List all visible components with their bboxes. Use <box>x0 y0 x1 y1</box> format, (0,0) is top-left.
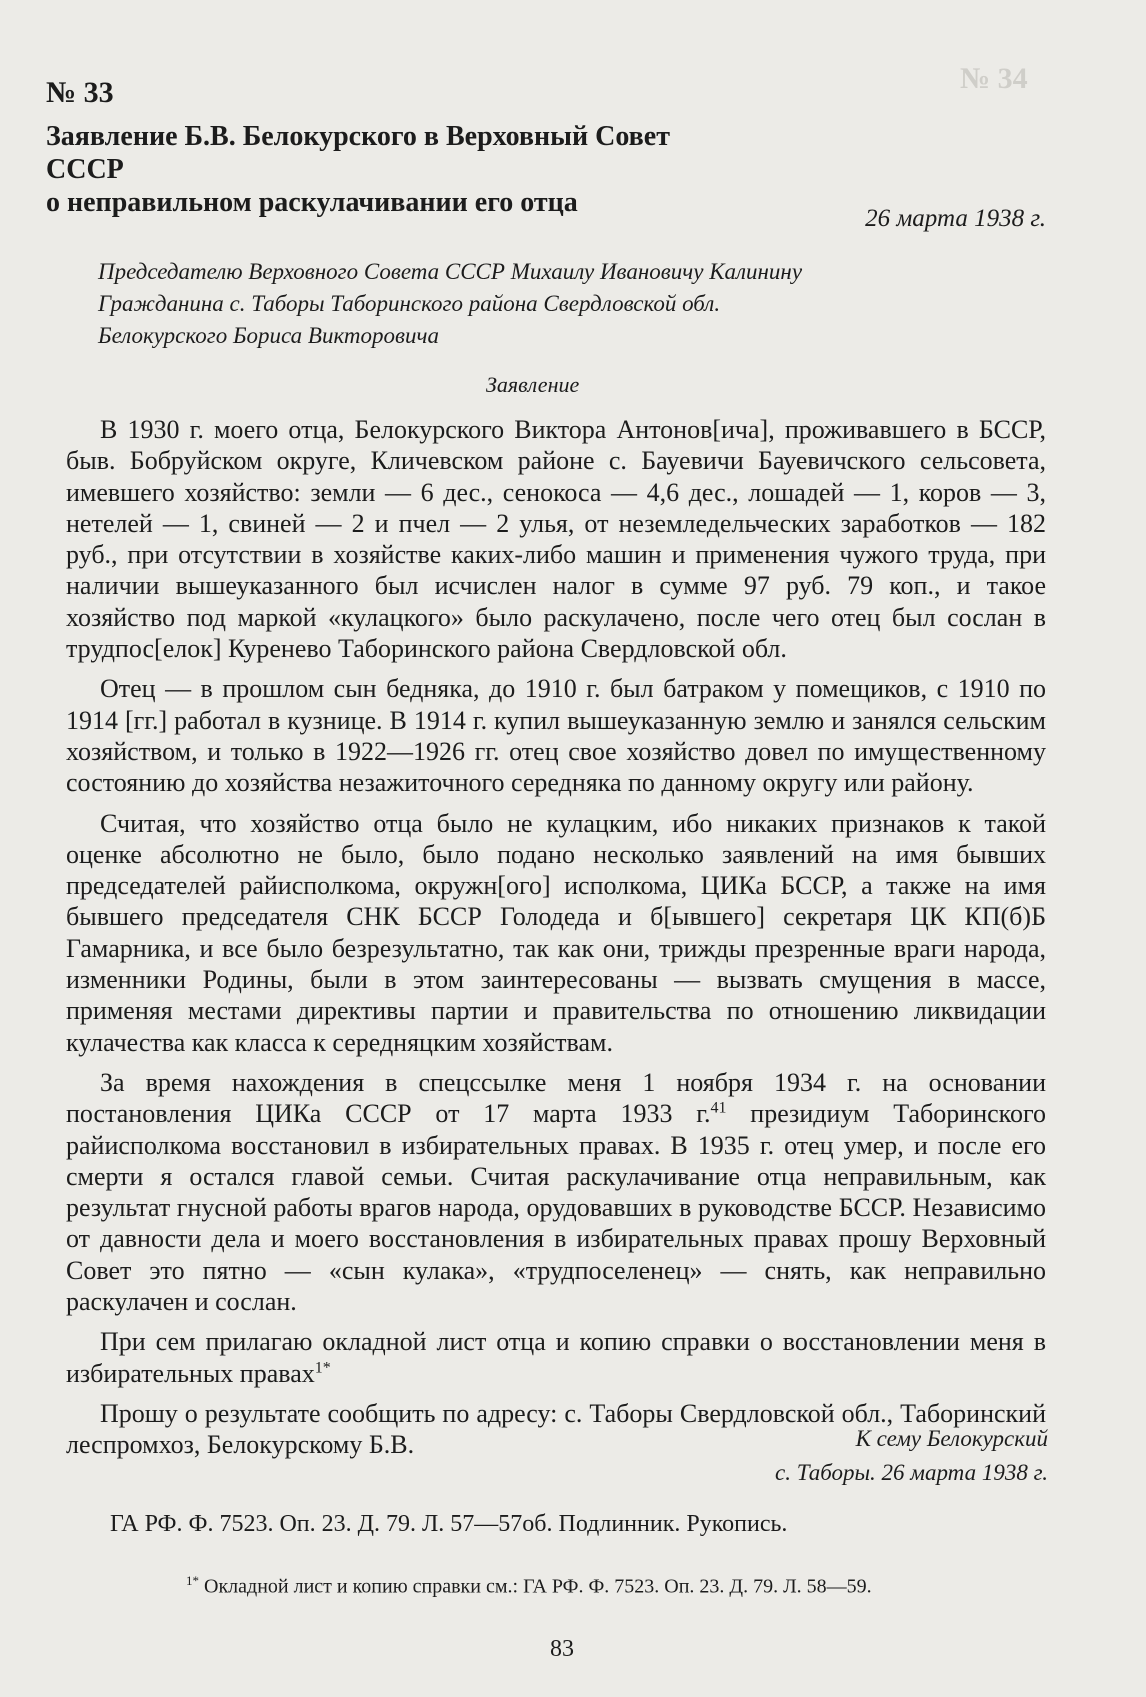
statement-heading: Заявление <box>486 372 580 397</box>
document-title <box>46 120 746 219</box>
document-title-line: Заявление Б.В. Белокурского в Верховный Совет СССР <box>46 121 670 185</box>
signature-block <box>775 1422 1048 1490</box>
bleed-through-page-number: № 34 <box>960 62 1028 95</box>
footnote-marker: 1* <box>186 1573 199 1588</box>
addressee-line: Белокурского Бориса Викторовича <box>98 323 439 348</box>
paragraph-text: президиум Таборинского райисполкома восстановил в избирательных правах. В 1935 г. отец умер, и после его смерти я остался главой семьи. Считая раскулачивание отца неправильным, как результат гнусной работы врагов народа, орудовавших в руководстве БССР. Независимо от давности дела и моего восстановления в избирательных правах прошу Верховный Совет это пятно — «сын кулака», «трудпоселенец» — снять, как неправильно раскулачен и сослан. <box>66 1099 1046 1317</box>
footnote <box>186 1573 872 1599</box>
signature-line: К сему Белокурский <box>855 1426 1048 1451</box>
document-title-line: о неправильном раскулачивании его отца <box>46 187 578 218</box>
endnote-marker: 41 <box>710 1099 727 1117</box>
addressee-line: Гражданина с. Таборы Таборинского района Свердловской обл. <box>98 291 721 316</box>
statement-body <box>66 414 1046 1470</box>
signature-line: с. Таборы. 26 марта 1938 г. <box>775 1460 1048 1485</box>
document-date: 26 марта 1938 г. <box>865 205 1046 232</box>
body-paragraph <box>66 1326 1046 1389</box>
footnote-marker: 1* <box>314 1358 331 1376</box>
archive-source-reference: ГА РФ. Ф. 7523. Оп. 23. Д. 79. Л. 57—57об. Подлинник. Рукопись. <box>110 1511 788 1537</box>
paragraph-text: За время нахождения в спецссылке меня 1 ноября 1934 г. на основании постановления ЦИКа СССР от 17 марта 1933 г. <box>66 1067 1046 1129</box>
page-number: 83 <box>550 1636 574 1662</box>
body-paragraph: В 1930 г. моего отца, Белокурского Виктора Антонов[ича], проживавшего в БССР, быв. Бобруйском округе, Кличевском районе с. Бауевичи Бауевичского сельсовета, имевшего хозяйство: земли — 6 дес., сенокоса — 4,6 дес., лошадей — 1, коров — 3, нетелей — 1, свиней — 2 и пчел — 2 улья, от неземледельческих заработков — 182 руб., при отсутствии в хозяйстве каких-либо машин и применения чужого труда, при наличии вышеуказанного был исчислен налог в сумме 97 руб. 79 коп., и такое хозяйство под маркой «кулацкого» было раскулачено, после чего отец был сослан в трудпос[елок] Куренево Таборинского района Свердловской обл. <box>66 415 1046 664</box>
body-paragraph: Отец — в прошлом сын бедняка, до 1910 г. был батраком у помещиков, с 1910 по 1914 [гг.] работал в кузнице. В 1914 г. купил вышеуказанную землю и занялся сельским хозяйством, и только в 1922—1926 гг. отец свое хозяйство довел по имущественному состоянию до хозяйства незажиточного середняка по данному округу или району. <box>66 674 1046 798</box>
body-paragraph: Считая, что хозяйство отца было не кулацким, ибо никаких признаков к такой оценке абсолютно не было, было подано несколько заявлений на имя бывших председателей райисполкома, окружн[ого] исполкома, ЦИКа БССР, а также на имя бывшего председателя СНК БССР Голодеда и б[ывшего] секретаря ЦК КП(б)Б Гамарника, и все было безрезультатно, так как они, трижды презренные враги народа, изменники Родины, были в этом заинтересованы — вызвать смущения в массе, применяя местами директивы партии и правительства по отношению ликвидации кулачества как класса к середняцким хозяйствам. <box>66 808 1046 1057</box>
body-paragraph: Прошу о результате сообщить по адресу: с. Таборы Свердловской обл., Таборинский леспромхоз, Белокурскому Б.В. <box>66 1398 1046 1460</box>
document-number: № 33 <box>46 76 114 109</box>
addressee-block <box>98 256 802 352</box>
footnote-text: Окладной лист и копию справки см.: ГА РФ. Ф. 7523. Оп. 23. Д. 79. Л. 58—59. <box>199 1575 872 1598</box>
paragraph-text: При сем прилагаю окладной лист отца и копию справки о восстановлении меня в избирательных правах <box>66 1327 1046 1388</box>
body-paragraph <box>66 1067 1046 1317</box>
addressee-line: Председателю Верховного Совета СССР Михаилу Ивановичу Калинину <box>98 259 803 284</box>
